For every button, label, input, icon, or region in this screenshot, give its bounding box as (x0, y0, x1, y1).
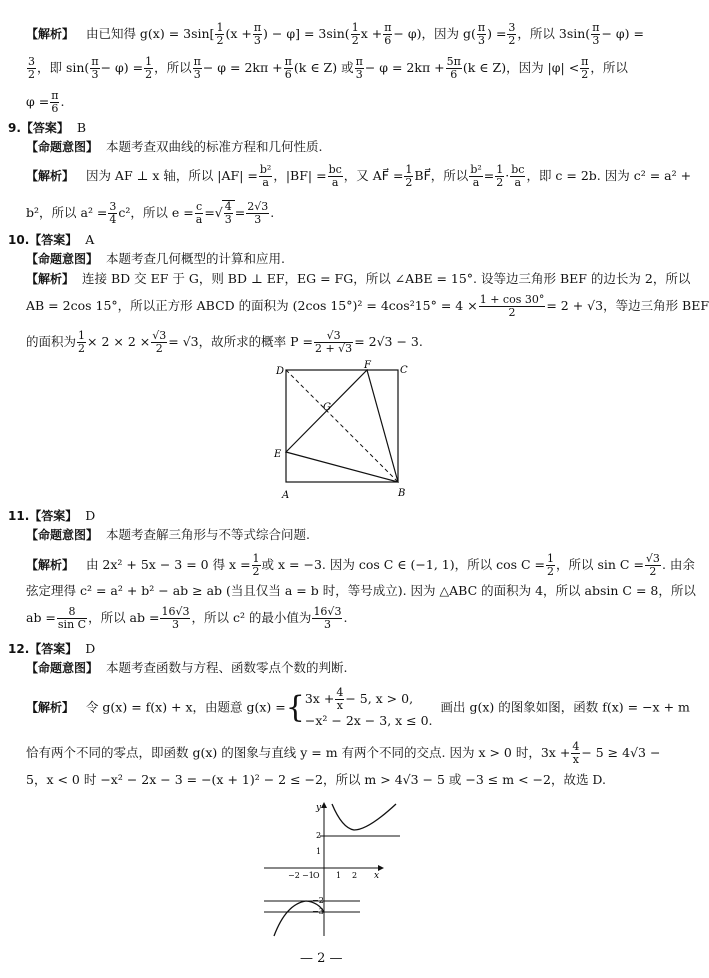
fraction: $\frac{1 + \cos 30^\circ}{2}$ (479, 293, 545, 319)
q10-intent (26, 251, 285, 267)
q10-text: AB = 2cos 15°，所以正方形 ABCD 的面积为 (2cos 15°)² = 4cos²15° = 4 × (26, 298, 478, 313)
fraction: $\frac{16√3}{3}$ (161, 605, 190, 631)
fraction: $\frac{\pi}{6}$ (384, 21, 392, 47)
fraction: $\frac{\pi}{3}$ (477, 21, 486, 47)
fraction: $\frac{3}{4}$ (109, 200, 117, 226)
q12-jiexi-tag: 【解析】 (26, 700, 75, 715)
curve-x-positive (332, 804, 396, 830)
q8-text: x + (360, 26, 383, 41)
q12-line-2 (26, 741, 660, 766)
q9-text: ，即 c = 2b. 因为 c² = a² + (526, 168, 692, 183)
fraction: $\frac{4}{x}$ (336, 686, 344, 712)
fraction: $\frac{bc}{a}$ (511, 163, 525, 189)
q12-answer-tag: 【答案】 (29, 642, 78, 656)
fraction: $\frac{1}{2}$ (405, 163, 413, 189)
function-graph (260, 800, 410, 942)
q10-text: = 2√3 − 3. (354, 334, 423, 349)
q8-text: ) = (487, 26, 507, 41)
q10-answer-tag: 【答案】 (29, 233, 78, 247)
q12-line-1 (26, 687, 690, 729)
q9-answer-letter: B (76, 120, 87, 135)
q9-text: = (204, 205, 215, 220)
label-d: D (276, 366, 285, 377)
ytick-neg2: −2 (312, 896, 324, 905)
q8-text: ，所以 3sin( (517, 26, 591, 41)
q11-answer-letter: D (85, 508, 96, 523)
q11-text: 或 x = −3. 因为 cos C ∈ (−1, 1)，所以 cos C = (261, 557, 545, 572)
q9-intent-tag: 【命题意图】 (26, 140, 99, 154)
fraction: $\frac{bc}{a}$ (328, 163, 342, 189)
q8-text: − φ)，因为 g( (393, 26, 476, 41)
fraction: $\frac{\pi}{6}$ (51, 89, 59, 115)
q10-line-1 (26, 271, 690, 287)
q9-text: 因为 AF ⊥ x 轴，所以 |AF| = (85, 168, 258, 183)
fraction: $\frac{1}{2}$ (547, 552, 554, 578)
fraction: $\frac{c}{a}$ (195, 200, 203, 226)
piecewise-cases (305, 687, 433, 729)
fraction: $\frac{3}{2}$ (508, 21, 516, 47)
radical (222, 200, 235, 226)
q10-intent-tag: 【命题意图】 (26, 252, 99, 266)
q12-text: 5，x < 0 时 −x² − 2x − 3 = −(x + 1)² − 2 ≤ −2，所以 m > 4√3 − 5 或 −3 ≤ m < −2，故选 D. (26, 772, 606, 787)
ytick-1: 1 (316, 847, 322, 856)
fraction: $\frac{√3}{2}$ (645, 552, 660, 578)
label-e: E (274, 449, 282, 460)
q9-intent-text: 本题考查双曲线的标准方程和几何性质. (105, 139, 323, 154)
q9-text: ，又 AF⃗ = (343, 168, 404, 183)
q8-text: (k ∈ Z) 或 (293, 60, 354, 75)
tick-2: 2 (352, 871, 358, 880)
q11-intent-text: 本题考查解三角形与不等式综合问题. (105, 527, 310, 542)
fraction: $\frac{1}{2}$ (78, 329, 86, 355)
q11-line-3 (26, 606, 347, 631)
label-f: F (364, 360, 371, 371)
fraction: $\frac{2√3}{3}$ (247, 200, 269, 226)
y-axis-arrow (321, 802, 327, 808)
q8-text: (k ∈ Z)，因为 |φ| < (462, 60, 580, 75)
q12-text: 令 g(x) = f(x) + x，由题意 g(x) = (85, 699, 286, 715)
q11-text: 由 2x² + 5x − 3 = 0 得 x = (85, 557, 251, 572)
fraction: $\frac{\pi}{2}$ (581, 55, 589, 81)
q12-intent-text: 本题考查函数与方程、函数零点个数的判断. (105, 660, 348, 675)
q8-line-2 (26, 56, 628, 81)
page-number: — 2 — (300, 951, 343, 966)
q10-answer (8, 232, 94, 248)
ytick-neg3: −3 (312, 907, 324, 916)
q8-text: 由已知得 g(x) = 3sin[ (85, 26, 215, 41)
q10-text: 连接 BD 交 EF 于 G，则 BD ⊥ EF，EG = FG，所以 ∠ABE = 15°. 设等边三角形 BEF 的边长为 2，所以 (81, 271, 691, 286)
q8-text: φ = (26, 94, 50, 109)
q11-line-2 (26, 583, 696, 599)
q9-text: ，|BF| = (273, 168, 327, 183)
fraction: $\frac{1}{2}$ (252, 552, 260, 578)
case-1: 3x + $\frac{4}{x}$ − 5, x > 0, (304, 686, 414, 712)
q8-text: − φ = 2kπ + (202, 60, 283, 75)
fraction: $\frac{\pi}{3}$ (592, 21, 600, 47)
q12-text: 画出 g(x) 的图象如图，函数 f(x) = −x + m (440, 699, 690, 715)
origin-label: O (313, 871, 320, 880)
tick-neg2: −2 (288, 871, 300, 880)
fraction: $\frac{√3}{2 + √3}$ (314, 329, 353, 355)
q10-text: = √3，故所求的概率 P = (168, 334, 313, 349)
q11-text: . 由余 (661, 557, 695, 572)
label-a: A (282, 490, 290, 501)
q10-jiexi-tag: 【解析】 (26, 272, 75, 286)
q12-text: 恰有两个不同的零点，即函数 g(x) 的图象与直线 y = m 有两个不同的交点. 因为 x > 0 时，3x + (26, 745, 571, 760)
left-brace: { (285, 690, 305, 725)
q11-text: ，所以 c² 的最小值为 (191, 610, 312, 625)
q9-answer (8, 120, 86, 136)
q11-number: 11. (8, 509, 30, 523)
q8-text: − φ = 2kπ + (364, 60, 445, 75)
q8-line-1 (26, 22, 644, 47)
q11-intent-tag: 【命题意图】 (26, 528, 99, 542)
q8-text: (x + (225, 26, 252, 41)
tick-1: 1 (336, 871, 342, 880)
q12-answer (8, 641, 95, 657)
fraction: $\frac{1}{2}$ (216, 21, 224, 47)
q9-number: 9. (8, 121, 21, 135)
case-2: −x² − 2x − 3, x ≤ 0. (304, 713, 433, 728)
fraction: $\frac{3}{2}$ (28, 55, 35, 81)
q11-text: ，所以 sin C = (556, 557, 644, 572)
q9-text: = (483, 168, 495, 183)
label-g: G (323, 402, 331, 413)
q12-text: − 5 ≥ 4√3 − (581, 745, 661, 760)
q9-text: · (505, 168, 510, 183)
q10-number: 10. (8, 233, 30, 247)
q11-answer (8, 508, 95, 524)
q12-intent (26, 660, 347, 676)
fraction: $\frac{√3}{2}$ (152, 329, 167, 355)
q11-line-1 (26, 553, 695, 578)
q12-answer-letter: D (85, 641, 96, 656)
fraction: $\frac{4}{x}$ (572, 740, 580, 766)
q9-jiexi-tag: 【解析】 (26, 169, 75, 183)
y-axis-label: y (316, 803, 322, 813)
fraction: $\frac{4}{3}$ (224, 200, 232, 226)
q10-intent-text: 本题考查几何概型的计算和应用. (105, 251, 285, 266)
square-triangle-figure (270, 360, 420, 502)
fraction: $\frac{\pi}{3}$ (193, 55, 201, 81)
q10-text: 的面积为 (26, 334, 77, 349)
fraction: $\frac{16√3}{3}$ (313, 605, 342, 631)
tick-neg1: −1 (302, 871, 314, 880)
q10-line-2 (26, 294, 709, 319)
q9-text: BF⃗，所以 (414, 168, 469, 183)
q8-text: ) − φ] = 3sin( (263, 26, 350, 41)
x-axis-label: x (374, 871, 380, 881)
fraction: $\frac{\pi}{3}$ (253, 21, 262, 47)
ytick-2: 2 (316, 831, 322, 840)
q11-text: ab = (26, 610, 56, 625)
q8-text: ，所以 (590, 60, 628, 75)
q11-jiexi-tag: 【解析】 (26, 558, 75, 572)
fraction: $\frac{\text{b²}}{a}$ (470, 163, 482, 189)
q10-text: = 2 + √3，等边三角形 BEF (546, 298, 709, 313)
q8-jiexi-tag: 【解析】 (26, 27, 75, 41)
fraction: $\frac{1}{2}$ (351, 21, 359, 47)
q10-line-3 (26, 330, 423, 355)
q11-text: ，所以 ab = (88, 610, 160, 625)
q11-intent (26, 527, 310, 543)
fraction: $\frac{\pi}{6}$ (284, 55, 292, 81)
q8-text: − φ) = (100, 60, 144, 75)
label-b: B (398, 488, 406, 499)
q9-text: = (234, 205, 246, 220)
fraction: $\frac{\pi}{3}$ (91, 55, 99, 81)
q10-text: × 2 × 2 × (87, 334, 151, 349)
q11-text: . (343, 610, 348, 625)
fraction: $\frac{\text{b²}}{a}$ (259, 163, 272, 189)
q9-answer-tag: 【答案】 (20, 121, 69, 135)
q8-text: − φ) = (601, 26, 644, 41)
label-c: C (400, 365, 408, 376)
q8-line-3: φ = $\frac{\pi}{6}$ . (26, 89, 65, 115)
fraction: $\frac{1}{2}$ (496, 163, 504, 189)
q8-text: ，即 sin( (37, 60, 90, 75)
q12-intent-tag: 【命题意图】 (26, 661, 99, 675)
q9-intent (26, 139, 322, 155)
q10-answer-letter: A (85, 232, 95, 247)
q11-text: 弦定理得 c² = a² + b² − ab ≥ ab (当且仅当 a = b 时，等号成立). 因为 △ABC 的面积为 4，所以 absin C = 8，所以 (26, 583, 696, 598)
q9-line-1 (26, 164, 691, 189)
diagonal-bd (286, 370, 398, 482)
q9-text: c²，所以 e = (118, 205, 194, 220)
fraction: $\frac{\pi}{3}$ (355, 55, 363, 81)
fraction: $\frac{1}{2}$ (145, 55, 153, 81)
q12-line-3 (26, 772, 606, 788)
fraction: $\frac{8}{\text{sin C}}$ (57, 605, 87, 631)
q12-number: 12. (8, 642, 30, 656)
q9-text: b²，所以 a² = (26, 205, 108, 220)
q11-answer-tag: 【答案】 (29, 509, 78, 523)
fraction: $\frac{5\pi}{6}$ (446, 55, 461, 81)
q9-line-2: b²，所以 a² = $\frac{3}{4}$ c²，所以 e = $\frac{c}{a}$ =√ $\frac{4}{3}$ = $\frac{2√3}{3}$ . (26, 200, 275, 226)
q8-text: ，所以 (154, 60, 192, 75)
